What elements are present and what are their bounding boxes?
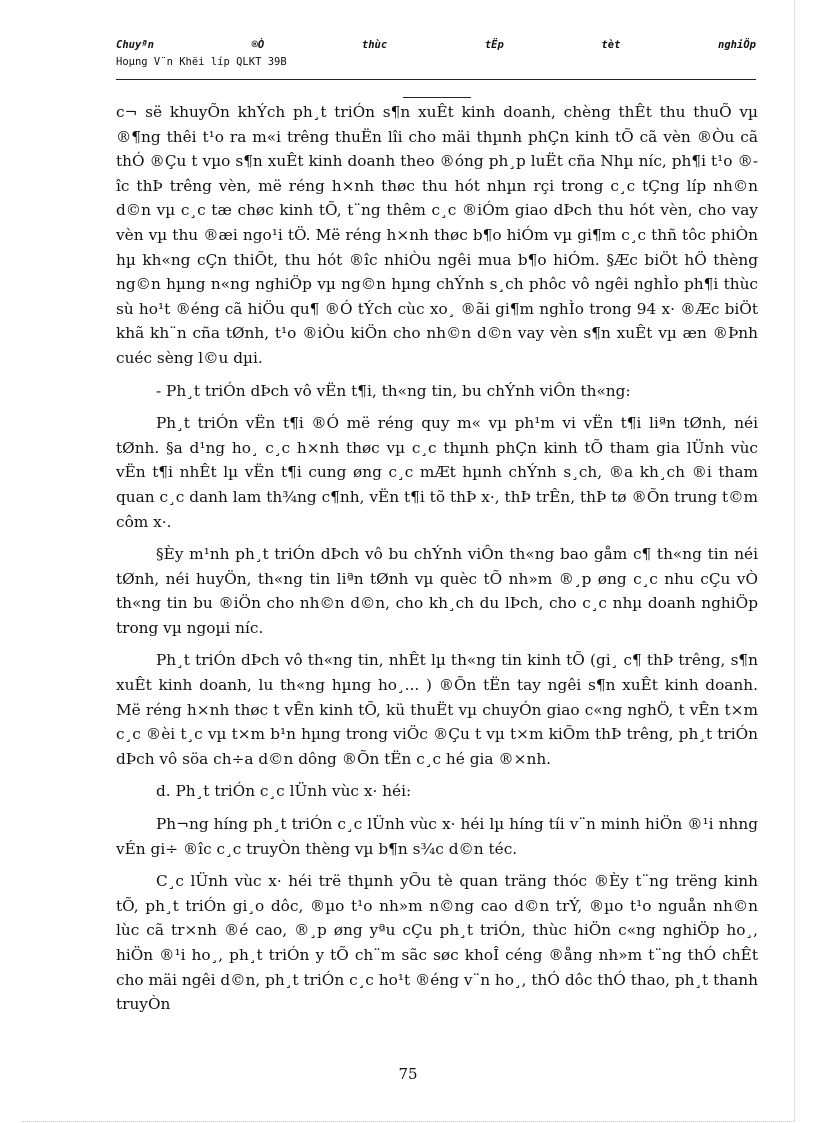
header-word: tËp — [484, 39, 504, 51]
page-border-dotted-vertical — [794, 0, 795, 1121]
paragraph: c¬ së khuyÕn khÝch ph¸t triÓn s¶n xuÊt kinh doanh, chèng thÊt thu thuÕ vµ ®¶ng thêi t¹o ra m«i trêng thuËn lîi cho mäi thµnh phÇn kinh tÕ cã vèn ®Òu cã thÓ ®Çu t vµo s¶n xuÊt kinh doanh theo ®óng ph¸p luËt cña Nhµ níc, ph¶i t¹o ®îc thÞ trêng vèn, më réng h×nh thøc thu hót nhµn rçi trong c¸c tÇng líp nh©n d©n vµ c¸c tæ chøc kinh tÕ, t¨ng thêm c¸c ®iÓm giao dÞch thu hót vèn, cho vay vèn vµ thu ®æi ngo¹i tÖ. Më réng h×nh thøc b¶o hiÓm vµ gi¶m c¸c thñ tôc phiÒn hµ kh«ng cÇn thiÕt, thu hót ®îc nhiÒu ngêi mua b¶o hiÓm. §Æc biÖt hÖ thèng ng©n hµng n«ng nghiÖp vµ ng©n hµng chÝnh s¸ch phôc vô ngêi nghÌo ph¶i thùc sù ho¹t ®éng cã hiÖu qu¶ ®Ó tÝch cùc xo¸ ®ãi gi¶m nghÌo trong 94 x· ®Æc biÖt khã kh¨n cña tØnh, t¹o ®iÒu kiÖn cho nh©n d©n vay vèn s¶n xuÊt vµ æn ®Þnh cuéc sèng l©u dµi. — [116, 103, 758, 367]
page-number: 75 — [398, 1065, 418, 1083]
header-word: tèt — [601, 39, 621, 51]
header-word: ®Ò — [251, 39, 265, 51]
header-word: nghiÖp — [718, 39, 756, 51]
paragraph: §Èy m¹nh ph¸t triÓn dÞch vô bu chÝnh viÔn th«ng bao gåm c¶ th«ng tin néi tØnh, néi huyÖn, th«ng tin liªn tØnh vµ quèc tÕ nh»m ®¸p øng c¸c nhu cÇu vÒ th«ng tin bu ®iÖn cho nh©n d©n, cho kh¸ch du lÞch, cho c¸c nhµ doanh nghiÖp trong vµ ngoµi níc. — [116, 545, 758, 637]
paragraph: C¸c lÜnh vùc x· héi trë thµnh yÕu tè quan träng thóc ®Èy t¨ng trëng kinh tÕ, ph¸t triÓn gi¸o dôc, ®µo t¹o nh»m n©ng cao d©n trÝ, ®µo t¹o nguån nh©n lùc cã tr×nh ®é cao, ®¸p øng yªu cÇu ph¸t triÓn, thùc hiÖn c«ng nghiÖp ho¸, hiÖn ®¹i ho¸, ph¸t triÓn y tÕ ch¨m sãc søc khoÎ céng ®ång nh»m t¨ng thÓ chÊt cho mäi ngêi d©n, ph¸t triÓn c¸c ho¹t ®éng v¨n ho¸, thÓ dôc thÓ thao, ph¸t thanh truyÒn — [116, 872, 758, 1014]
header-short-rule — [403, 97, 471, 98]
body-text — [116, 100, 758, 1025]
header-word: Chuyªn — [116, 39, 154, 51]
section-heading: d. Ph¸t triÓn c¸c lÜnh vùc x· héi: — [156, 782, 412, 801]
paragraph: Ph¬ng híng ph¸t triÓn c¸c lÜnh vùc x· héi lµ híng tíi v¨n minh hiÖn ®¹i nhng vÉn gi÷ ®îc c¸c truyÒn thèng vµ b¶n s¾c d©n téc. — [116, 815, 758, 858]
paragraph: Ph¸t triÓn vËn t¶i ®Ó më réng quy m« vµ ph¹m vi vËn t¶i liªn tØnh, néi tØnh. §a d¹ng ho¸ c¸c h×nh thøc vµ c¸c thµnh phÇn kinh tÕ tham gia lÜnh vùc vËn t¶i nhÊt lµ vËn t¶i cung øng c¸c mÆt hµnh chÝnh s¸ch, ®a kh¸ch ®i tham quan c¸c danh lam th¾ng c¶nh, vËn t¶i tõ thÞ x·, thÞ trÊn, thÞ tø ®Õn trung t©m côm x·. — [116, 414, 758, 531]
header-word: thùc — [361, 39, 388, 51]
paragraph: Ph¸t triÓn dÞch vô th«ng tin, nhÊt lµ th«ng tin kinh tÕ (gi¸ c¶ thÞ trêng, s¶n xuÊt kinh doanh, lu th«ng hµng ho¸... ) ®Õn tËn tay ngêi s¶n xuÊt kinh doanh. Më réng h×nh thøc t vÊn kinh tÕ, kü thuËt vµ chuyÓn giao c«ng nghÖ, t vÊn t×m c¸c ®èi t¸c vµ t×m b¹n hµng trong viÖc ®Çu t vµ t×m kiÕm thÞ trêng, ph¸t triÓn dÞch vô söa ch÷a d©n dông ®Õn tËn c¸c hé gia ®×nh. — [116, 651, 758, 768]
subheading: - Ph¸t triÓn dÞch vô vËn t¶i, th«ng tin, bu chÝnh viÔn th«ng: — [156, 381, 631, 400]
header-author: Hoµng V¨n Khëi líp QLKT 39B — [116, 56, 287, 68]
page-border-dotted — [22, 1121, 794, 1122]
header-rule — [116, 79, 756, 80]
running-header — [116, 39, 756, 51]
